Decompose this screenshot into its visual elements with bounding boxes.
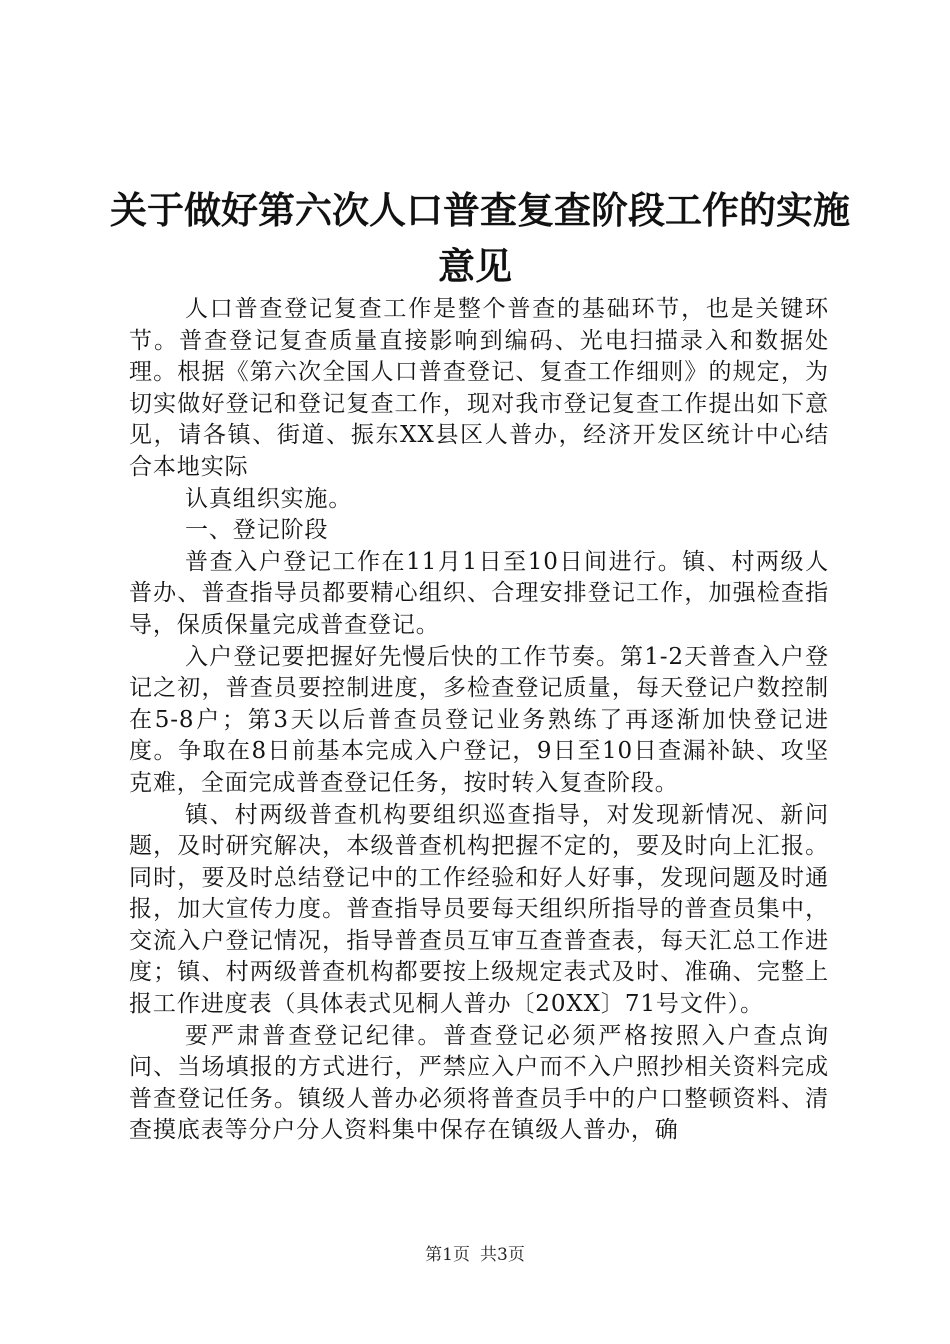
document-title-line-1: 关于做好第六次人口普查复查阶段工作的实施 — [110, 188, 850, 232]
paragraph: 入户登记要把握好先慢后快的工作节奏。第1-2天普查入户登记之初，普查员要控制进度，多检查登记质量，每天登记户数控制在5-8户；第3天以后普查员登记业务熟练了再逐渐加快登记进度。争取在8日前基本完成入户登记，9日至10日查漏补缺、攻坚克难，全面完成普查登记任务，按时转入复查阶段。 — [129, 643, 829, 796]
paragraph: 普查入户登记工作在11月1日至10日间进行。镇、村两级人普办、普查指导员都要精心组织、合理安排登记工作，加强检查指导，保质保量完成普查登记。 — [129, 548, 829, 638]
section-heading: 一、登记阶段 — [185, 517, 329, 544]
paragraph: 人口普查登记复查工作是整个普查的基础环节，也是关键环节。普查登记复查质量直接影响到编码、光电扫描录入和数据处理。根据《第六次全国人口普查登记、复查工作细则》的规定，为切实做好登记和登记复查工作，现对我市登记复查工作提出如下意见，请各镇、街道、振东XX县区人普办，经济开发区统计中心结合本地实际 — [129, 296, 829, 480]
document-title-line-2: 意见 — [438, 244, 512, 288]
page-number: 第1页 — [425, 1245, 470, 1265]
page-total: 共3页 — [480, 1245, 525, 1265]
paragraph: 认真组织实施。 — [185, 485, 353, 512]
document-body — [129, 294, 829, 1147]
paragraph: 镇、村两级普查机构要组织巡查指导，对发现新情况、新问题，及时研究解决，本级普查机构把握不定的，要及时向上汇报。同时，要及时总结登记中的工作经验和好人好事，发现问题及时通报，加大宣传力度。普查指导员要每天组织所指导的普查员集中，交流入户登记情况，指导普查员互审互查普查表，每天汇总工作进度；镇、村两级普查机构都要按上级规定表式及时、准确、完整上报工作进度表（具体表式见桐人普办〔20XX〕71号文件）。 — [129, 801, 829, 1018]
paragraph: 要严肃普查登记纪律。普查登记必须严格按照入户查点询问、当场填报的方式进行，严禁应入户而不入户照抄相关资料完成普查登记任务。镇级人普办必须将普查员手中的户口整顿资料、清查摸底表等分户分人资料集中保存在镇级人普办，确 — [129, 1022, 829, 1144]
page-footer — [0, 1244, 950, 1266]
